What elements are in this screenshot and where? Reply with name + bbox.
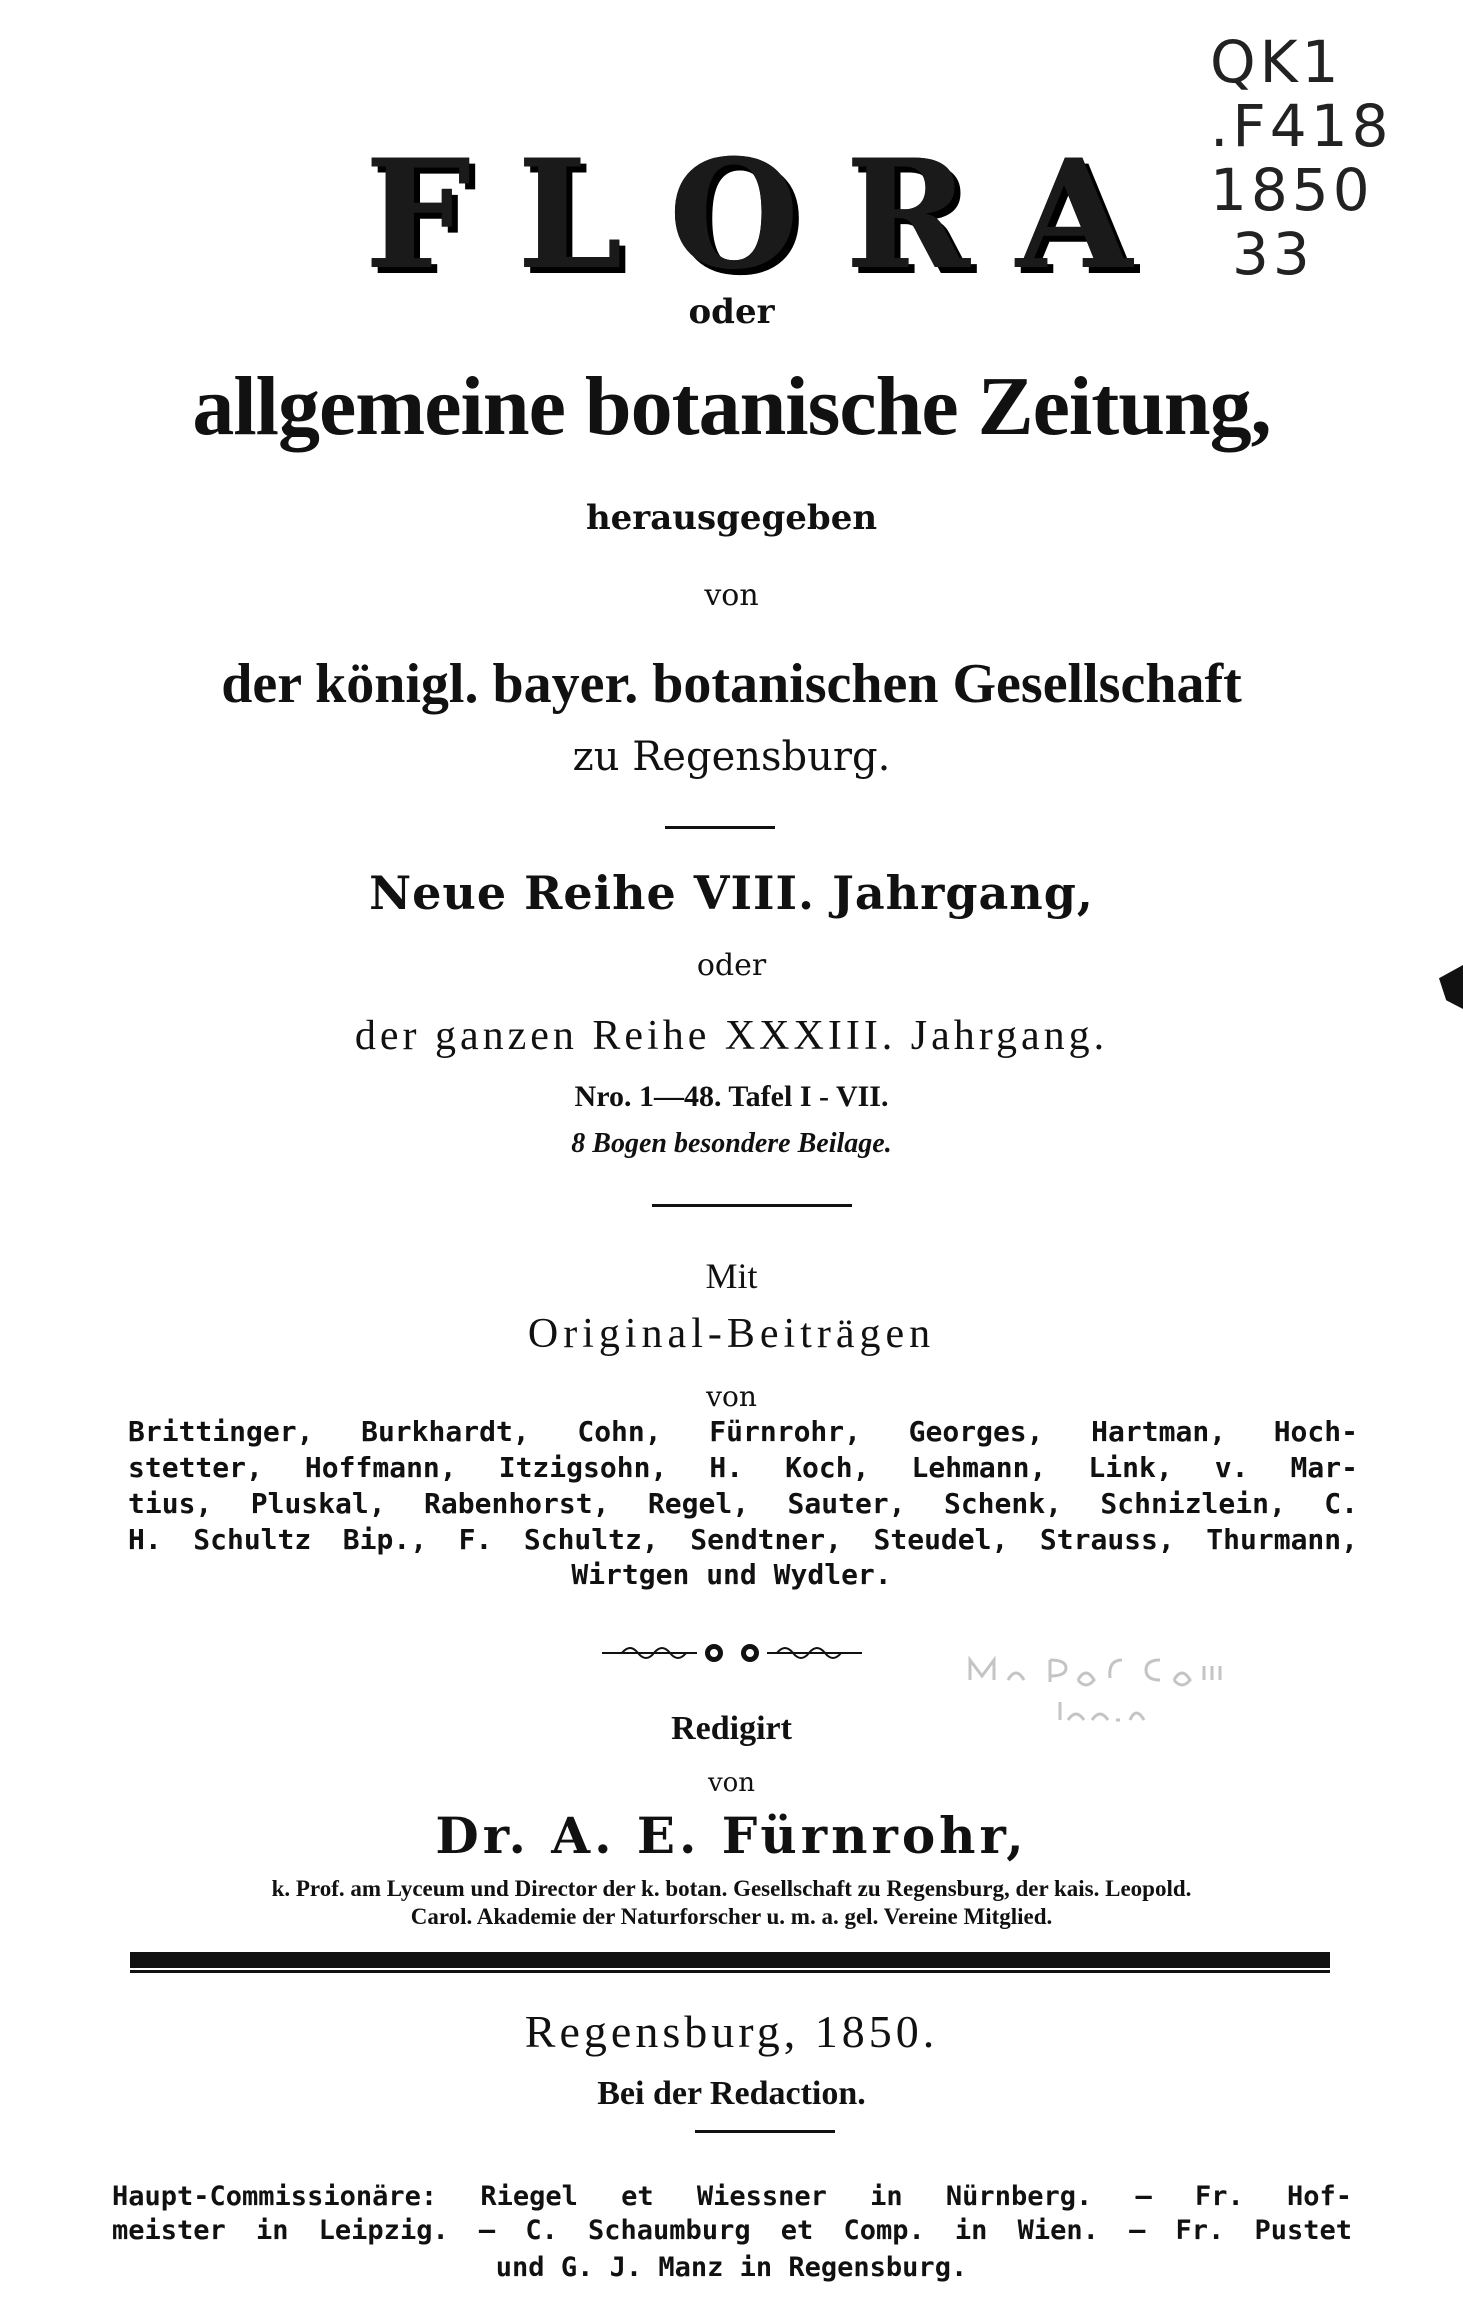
commission-agents xyxy=(112,2180,1352,2248)
shelfmark-line: QK1 xyxy=(1210,28,1343,96)
by-label: von xyxy=(706,1380,757,1413)
journal-title: FLORA xyxy=(364,127,1179,303)
commission-line: und G. J. Manz in Regensburg. xyxy=(495,2252,968,2283)
contributors-list xyxy=(128,1414,1358,1558)
imprint-place-year: Regensburg, 1850. xyxy=(524,2006,939,2057)
by-label: von xyxy=(707,1768,756,1798)
connector-oder: oder xyxy=(696,948,767,983)
society-name: der königl. bayer. botanischen Gesellschaft xyxy=(221,653,1242,715)
floral-ornament-icon xyxy=(602,1638,862,1668)
thick-double-rule xyxy=(130,1952,1330,1968)
published-by-label: herausgegeben xyxy=(585,498,878,538)
contributors-line: Brittinger, Burkhardt, Cohn, Fürnrohr, Georges, Hartman, Hoch- xyxy=(128,1415,1358,1448)
divider xyxy=(665,826,775,829)
commission-line: meister in Leipzig. — C. Schaumburg et Comp. in Wien. — Fr. Pustet xyxy=(112,2215,1352,2246)
society-location: zu Regensburg. xyxy=(572,734,891,780)
editor-name: Dr. A. E. Fürnrohr, xyxy=(435,1806,1028,1865)
supplement-note: 8 Bogen besondere Beilage. xyxy=(571,1128,892,1159)
shelfmark-line: 1850 xyxy=(1210,156,1374,224)
issue-range: Nro. 1—48. Tafel I - VII. xyxy=(574,1080,889,1113)
editor-affiliation: Carol. Akademie der Naturforscher u. m. a. gel. Vereine Mitglied. xyxy=(410,1904,1053,1929)
contributors-line: tius, Pluskal, Rabenhorst, Regel, Sauter, Schenk, Schnizlein, C. xyxy=(128,1487,1358,1520)
commission-line: Haupt-Commissionäre: Riegel et Wiessner in Nürnberg. — Fr. Hof- xyxy=(112,2181,1352,2212)
contributors-line: Wirtgen und Wydler. xyxy=(571,1558,892,1591)
contributors-line: stetter, Hoffmann, Itzigsohn, H. Koch, Lehmann, Link, v. Mar- xyxy=(128,1451,1358,1484)
imprint-publisher: Bei der Redaction. xyxy=(597,2075,866,2112)
shelfmark-line: .F418 xyxy=(1210,92,1393,160)
shelfmark-line: 33 xyxy=(1232,220,1314,288)
divider xyxy=(695,2130,835,2133)
connector-oder: oder xyxy=(688,292,775,332)
with-label: Mit xyxy=(705,1256,758,1296)
edited-label: Redigirt xyxy=(671,1710,792,1747)
contributors-line: H. Schultz Bip., F. Schultz, Sendtner, Steudel, Strauss, Thurmann, xyxy=(128,1523,1358,1556)
divider xyxy=(652,1204,852,1207)
full-series-volume: der ganzen Reihe XXXIII. Jahrgang. xyxy=(354,1013,1109,1059)
series-volume: Neue Reihe VIII. Jahrgang, xyxy=(369,866,1094,920)
by-label: von xyxy=(704,578,759,613)
journal-subtitle: allgemeine botanische Zeitung, xyxy=(192,360,1271,453)
contributions-heading: Original-Beiträgen xyxy=(527,1311,936,1357)
editor-affiliation: k. Prof. am Lyceum und Director der k. botan. Gesellschaft zu Regensburg, der kais. Leopold. xyxy=(271,1876,1192,1901)
